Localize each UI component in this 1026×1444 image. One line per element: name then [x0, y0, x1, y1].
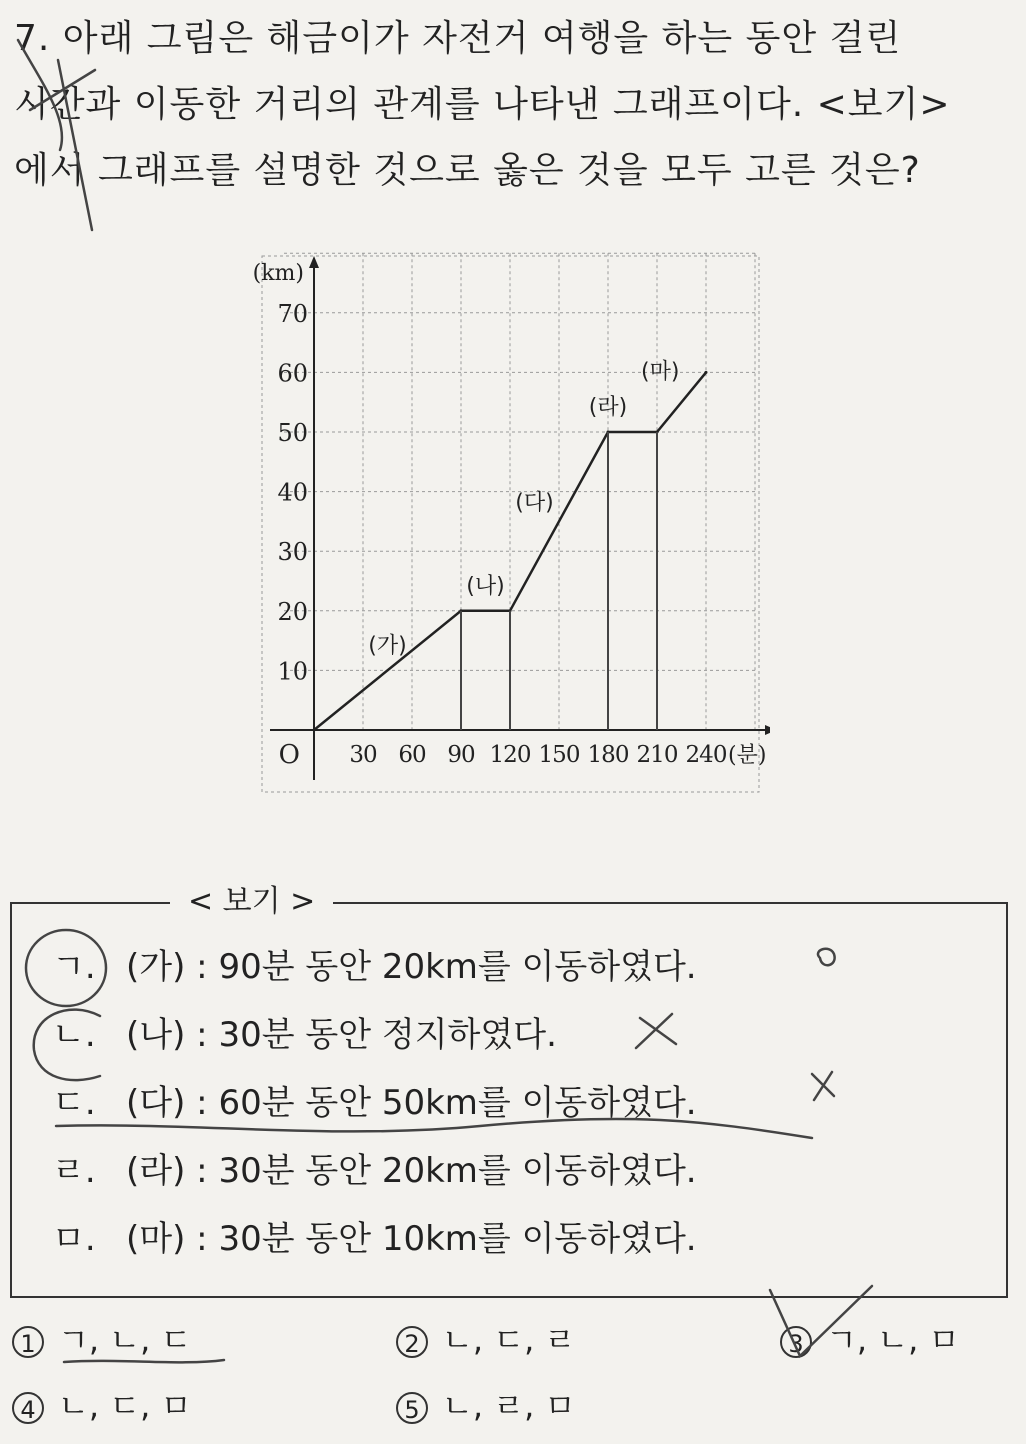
- bogi-title: < 보기 >: [170, 882, 333, 922]
- bogi-item-1: [52, 944, 697, 990]
- x-tick-label: 240: [685, 742, 727, 768]
- bogi-item-5: [52, 1216, 697, 1262]
- bogi-item-label: ㄴ.: [52, 1015, 96, 1055]
- bogi-item-text: (나) : 30분 동안 정지하였다.: [126, 1015, 557, 1055]
- choice-text: ㄴ, ㄷ, ㄹ: [442, 1321, 576, 1359]
- question-text: [14, 6, 1014, 204]
- y-tick-label: 60: [277, 359, 308, 388]
- choice-number: 4: [12, 1392, 44, 1424]
- y-tick-label: 70: [277, 299, 308, 328]
- choice-number: 2: [396, 1326, 428, 1358]
- bogi-item-3: [52, 1080, 697, 1126]
- choice-4[interactable]: [12, 1384, 191, 1428]
- y-tick-label: 30: [277, 538, 308, 567]
- x-axis-label: (분): [728, 743, 767, 768]
- choice-1[interactable]: [12, 1318, 191, 1362]
- choice-text: ㄱ, ㄴ, ㅁ: [826, 1321, 960, 1359]
- bogi-item-text: (가) : 90분 동안 20km를 이동하였다.: [126, 947, 697, 987]
- y-axis-arrow: [309, 256, 319, 268]
- x-tick-label: 90: [447, 742, 475, 768]
- segment-label: (다): [515, 490, 554, 516]
- segment-label: (라): [588, 395, 628, 421]
- choice-3[interactable]: [780, 1318, 959, 1362]
- segment-label: (가): [368, 633, 407, 659]
- x-tick-label: 120: [489, 742, 531, 768]
- bogi-item-label: ㄱ.: [52, 947, 96, 987]
- bogi-item-text: (라) : 30분 동안 20km를 이동하였다.: [126, 1151, 697, 1191]
- bogi-item-label: ㄹ.: [52, 1151, 96, 1191]
- choice-5[interactable]: [396, 1384, 575, 1428]
- bogi-item-text: (다) : 60분 동안 50km를 이동하였다.: [126, 1083, 697, 1123]
- series-point: [313, 729, 316, 732]
- y-tick-label: 10: [277, 657, 308, 686]
- origin-label: O: [278, 740, 300, 770]
- question-line-3: 에서 그래프를 설명한 것으로 옳은 것을 모두 고른 것은?: [14, 150, 921, 191]
- choice-number: 3: [780, 1326, 812, 1358]
- y-axis-label: (km): [252, 261, 304, 286]
- y-tick-label: 40: [277, 478, 308, 507]
- x-tick-label: 180: [587, 742, 629, 768]
- choice-text: ㄴ, ㄹ, ㅁ: [442, 1387, 576, 1425]
- segment-label: (나): [466, 573, 505, 599]
- choice-2[interactable]: [396, 1318, 575, 1362]
- x-axis-arrow: [765, 725, 770, 735]
- x-tick-label: 30: [349, 742, 377, 768]
- bogi-item-label: ㄷ.: [52, 1083, 96, 1123]
- x-tick-label: 210: [636, 742, 678, 768]
- choice-number: 5: [396, 1392, 428, 1424]
- series-point: [705, 371, 708, 374]
- choice-number: 1: [12, 1326, 44, 1358]
- segment-label: (마): [641, 359, 680, 385]
- question-line-1: 7. 아래 그림은 해금이가 자전거 여행을 하는 동안 걸린: [14, 18, 902, 59]
- bogi-item-label: ㅁ.: [52, 1219, 96, 1259]
- y-tick-label: 50: [277, 419, 308, 447]
- y-tick-label: 20: [277, 597, 308, 626]
- bogi-item-4: [52, 1148, 697, 1194]
- choice-text: ㄴ, ㄷ, ㅁ: [58, 1387, 192, 1425]
- bogi-item-text: (마) : 30분 동안 10km를 이동하였다.: [126, 1219, 697, 1259]
- x-tick-label: 60: [398, 742, 426, 768]
- choice-text: ㄱ, ㄴ, ㄷ: [58, 1321, 192, 1359]
- question-line-2: 시간과 이동한 거리의 관계를 나타낸 그래프이다. <보기>: [14, 84, 951, 125]
- x-tick-label: 150: [538, 742, 580, 768]
- distance-time-graph: [230, 240, 770, 800]
- bogi-item-2: [52, 1012, 557, 1058]
